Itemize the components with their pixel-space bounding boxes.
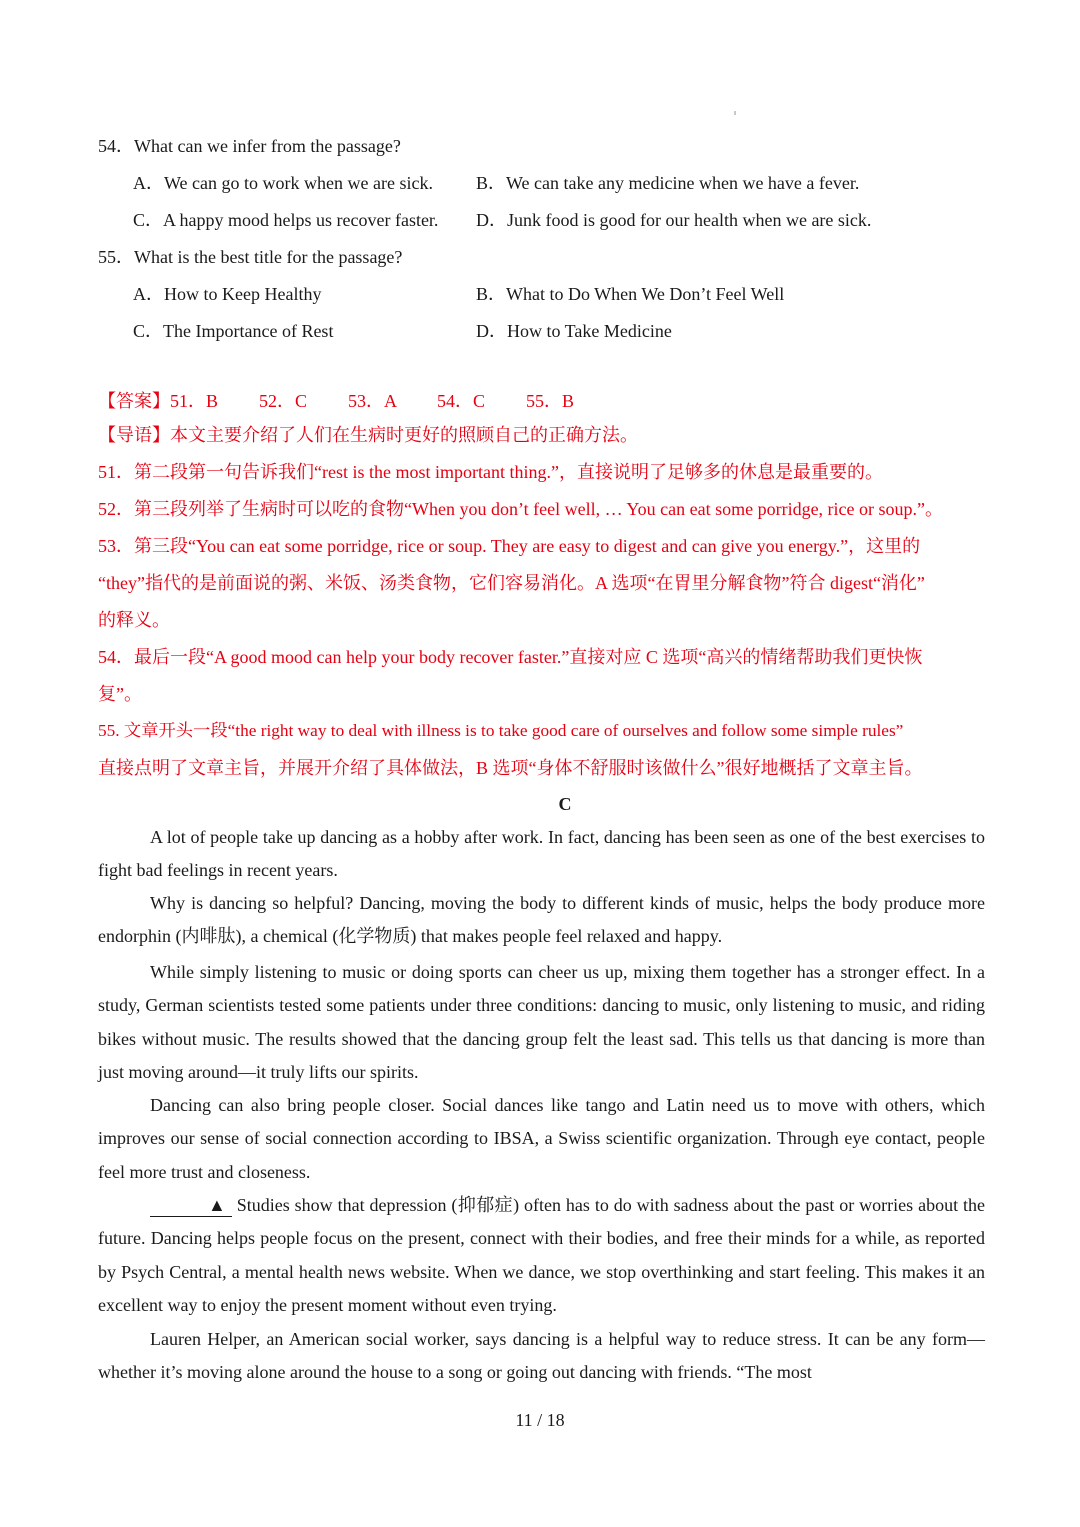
explanation-line: 54．最后一段“A good mood can help your body recover faster.”直接对应 C 选项“高兴的情绪帮助我们更快恢 [98, 647, 923, 667]
explanation-line: “they”指代的是前面说的粥、米饭、汤类食物，它们容易消化。A 选项“在胃里分解食物”符合 digest“消化” [98, 573, 925, 593]
question-54-option-a: A．We can go to work when we are sick. [133, 173, 433, 193]
question-55-option-d: D．How to Take Medicine [476, 321, 672, 341]
question-55-option-b: B．What to Do When We Don’t Feel Well [476, 284, 785, 304]
answer-53: 53．A [348, 391, 397, 411]
passage-paragraph-2: Why is dancing so helpful? Dancing, moving the body to different kinds of music, helps the body produce more endorphin (内啡肽), a chemical (化学物质) that makes people feel relaxed and happy. [98, 893, 985, 947]
question-54-option-d: D．Junk food is good for our health when we are sick. [476, 210, 872, 230]
answer-54: 54．C [437, 391, 486, 411]
answer-blank: ▲ [150, 1194, 232, 1217]
explanation-line: 复”。 [98, 684, 142, 704]
passage-paragraph-4: Dancing can also bring people closer. Social dances like tango and Latin need us to move with others, which improves our sense of social connection according to IBSA, a Swiss scientific organization. Through eye contact, people feel more trust and closeness. [98, 1095, 985, 1182]
question-55-option-c: C．The Importance of Rest [133, 321, 334, 341]
explanation-line: 51．第二段第一句告诉我们“rest is the most important thing.”，直接说明了足够多的休息是最重要的。 [98, 462, 883, 482]
answer-52: 52．C [259, 391, 308, 411]
explanation-line: 直接点明了文章主旨，并展开介绍了具体做法，B 选项“身体不舒服时该做什么”很好地概括了文章主旨。 [98, 758, 923, 778]
answer-55: 55．B [526, 391, 575, 411]
question-54-option-c: C．A happy mood helps us recover faster. [133, 210, 439, 230]
passage-paragraph-5 [98, 1189, 985, 1322]
explanation-line: 的释义。 [98, 610, 170, 630]
question-55-stem: 55．What is the best title for the passage? [98, 247, 403, 267]
question-55-option-a: A．How to Keep Healthy [133, 284, 322, 304]
passage-paragraph-6: Lauren Helper, an American social worker, says dancing is a helpful way to reduce stress. It can be any form—whether it’s moving alone around the house to a song or going out dancing with friends. “The most [98, 1329, 985, 1383]
answer-key [98, 387, 574, 413]
question-54-stem: 54．What can we infer from the passage? [98, 136, 401, 156]
passage-paragraph-5-text: Studies show that depression (抑郁症) often has to do with sadness about the past or worries about the future. Dancing helps people focus on the present, connect with their bodies, and free their minds for a while, as reported by Psych Central, a mental health news website. When we dance, we stop overthinking and start feeling. This makes it an excellent way to enjoy the present moment without even trying. [98, 1195, 985, 1315]
section-heading: C [558, 794, 572, 814]
passage-paragraph-1: A lot of people take up dancing as a hobby after work. In fact, dancing has been seen as one of the best exercises to fight bad feelings in recent years. [98, 827, 985, 881]
passage-paragraph-3: While simply listening to music or doing sports can cheer us up, mixing them together has a stronger effect. In a study, German scientists tested some patients under three conditions: dancing to music, only listening to music, and riding bikes without music. The results showed that the dancing group felt the least sad. This tells us that dancing is more than just moving around—it truly lifts our spirits. [98, 962, 985, 1082]
explanation-line: 52．第三段列举了生病时可以吃的食物“When you don’t feel well, … You can eat some porridge, rice or soup.”。 [98, 499, 944, 519]
explanation-line: 55. 文章开头一段“the right way to deal with illness is to take good care of ourselves and follow some simple rules” [98, 721, 904, 740]
question-54-option-b: B．We can take any medicine when we have a fever. [476, 173, 860, 193]
explanation-line: 53．第三段“You can eat some porridge, rice or soup. They are easy to digest and can give you energy.”，这里的 [98, 536, 921, 556]
scan-speck [734, 111, 736, 115]
page-number: 11 / 18 [515, 1410, 565, 1430]
explanation-intro: 【导语】本文主要介绍了人们在生病时更好的照顾自己的正确方法。 [98, 425, 638, 445]
answer-label: 【答案】 [98, 391, 170, 411]
answer-51: 51．B [170, 391, 219, 411]
